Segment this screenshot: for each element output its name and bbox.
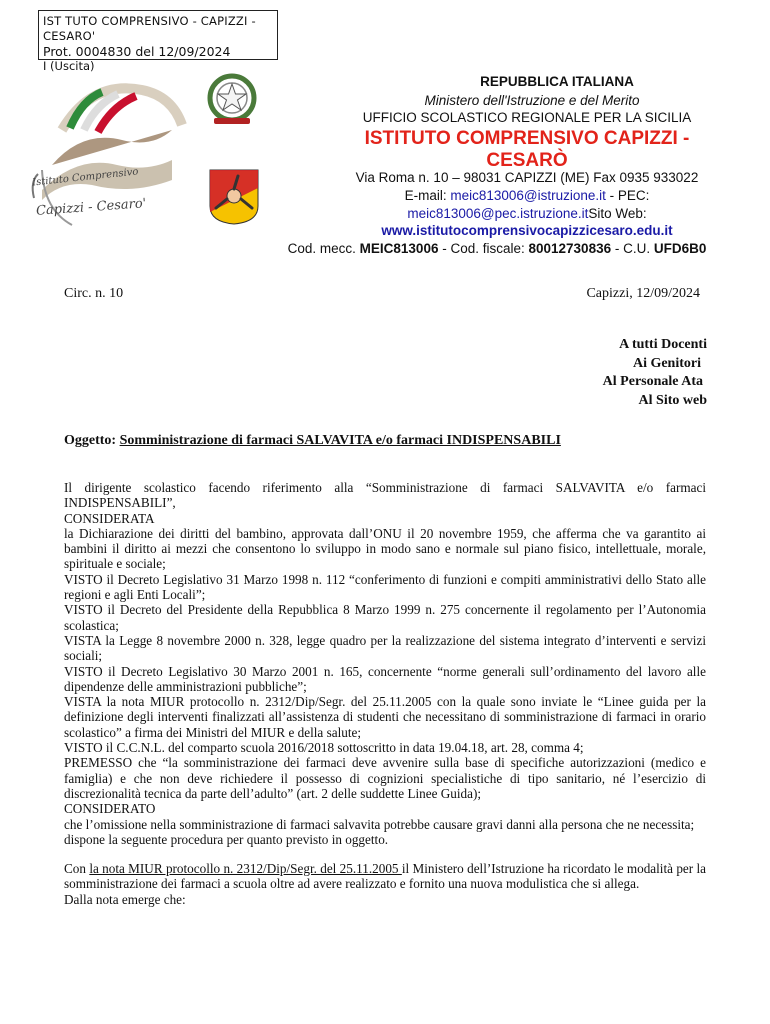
email-line [262,188,732,203]
institute-name-line-1: ISTITUTO COMPRENSIVO CAPIZZI - [364,128,690,149]
sicily-flag-icon [208,168,260,226]
body-paragraph: VISTO il Decreto del Presidente della Repubblica 8 Marzo 1999 n. 275 concernente il regolamento per l’Autonomia scolastica; [64,602,706,633]
body-paragraph: Il dirigente scolastico facendo riferimento alla “Somministrazione di farmaci SALVAVITA e/o farmaci INDISPENSABILI”, [64,480,706,511]
cod-mecc-value: MEIC813006 [359,241,439,256]
body-paragraph: che l’omissione nella somministrazione di farmaci salvavita potrebbe causare gravi danni alla persona che ne necessita; [64,816,695,832]
body-paragraph: dispone la seguente procedura per quanto previsto in oggetto. [64,831,389,847]
body-text: Con [64,861,90,877]
italian-emblem-icon [206,72,258,128]
recipient-item: A tutti Docenti [619,337,707,352]
subject-line [64,433,561,449]
body-paragraph: la Dichiarazione dei diritti del bambino, approvata dall’ONU il 20 novembre 1959, che afferma che va garantito ai bambini il diritto ai mezzi che consentono lo sviluppo in modo sano e normale sul piano fisico, intellettuale, morale, spirituale e sociale; [64,525,706,572]
pec-line [262,206,732,221]
protocol-stamp [38,10,278,73]
codes-line [262,241,732,256]
subject-text: Somministrazione di farmaci SALVAVITA e/o farmaci INDISPENSABILI [119,433,561,448]
stamp-direction: I (Uscita) [43,59,95,73]
stamp-protocol: Prot. 0004830 del 12/09/2024 [43,44,231,59]
body-paragraph: PREMESSO che “la somministrazione dei farmaci deve avvenire sulla base di specifiche autorizzazioni (medico e famiglia) e che non deve richiedere il possesso di cognizioni specialistiche di tipo sanitario, né l’esercizio di discrezionalità tecnica da parte dell’adulto” (art. 2 delle suddette Linee Guida); [64,755,706,801]
pec-link[interactable]: meic813006@pec.istruzione.it [407,206,589,221]
body-paragraph: Dalla nota emerge che: [64,891,186,907]
cu-label: - C.U. [611,241,654,256]
pec-label: - PEC: [605,188,650,203]
cu-value: UFD6B0 [653,241,707,256]
cod-fisc-label: - Cod. fiscale: [438,241,529,256]
institute-name [262,128,732,172]
body-paragraph: VISTA la nota MIUR protocollo n. 2312/Dip/Segr. del 25.11.2005 con la quale sono inviate le “Linee guida per la definizione degli interventi finalizzati all’assistenza di studenti che necessitano di somministrazione di farmaci in orario scolastico” a firma dei Ministri del MIUR e della salute; [64,694,706,740]
recipients-list [603,336,707,410]
document-body [64,480,706,907]
subject-label: Oggetto: [64,433,117,448]
body-paragraph: VISTO il Decreto Legislativo 30 Marzo 2001 n. 165, concernente “norme generali sull’ordinamento del lavoro alle dipendenze delle amministrazioni pubbliche”; [64,663,706,694]
body-paragraph: VISTO il C.C.N.L. del comparto scuola 2016/2018 sottoscritto in data 19.04.18, art. 28, comma 4; [64,740,584,756]
email-link[interactable]: meic813006@istruzione.it [450,188,606,203]
recipient-item: Al Sito web [638,392,707,408]
regional-office-heading: UFFICIO SCOLASTICO REGIONALE PER LA SICILIA [362,110,692,125]
school-logo-text-2: Capizzi - Cesaro' [35,196,147,219]
document-date: Capizzi, 12/09/2024 [586,286,700,301]
institute-name-line-2: CESARÒ [486,150,568,171]
institute-address: Via Roma n. 10 – 98031 CAPIZZI (ME) Fax 0935 933022 [355,170,699,185]
ministry-heading: Ministero dell'Istruzione e del Merito [424,93,640,108]
body-paragraph: VISTA la Legge 8 novembre 2000 n. 328, legge quadro per la realizzazione del sistema integrato d’interventi e servizi sociali; [64,632,706,664]
email-label: E-mail: [404,188,451,203]
school-logo [22,70,202,245]
republic-heading: REPUBBLICA ITALIANA [480,74,634,89]
cod-mecc-label: Cod. mecc. [287,241,360,256]
site-label: Sito Web: [588,206,647,221]
cod-fisc-value: 80012730836 [528,241,612,256]
body-paragraph: CONSIDERATA [64,510,155,526]
circular-number: Circ. n. 10 [64,286,124,301]
body-paragraph: CONSIDERATO [64,801,156,817]
body-paragraph [64,861,706,892]
stamp-institute: IST TUTO COMPRENSIVO - CAPIZZI - CESARO' [43,14,256,43]
school-logo-text-1: Istituto Comprensivo [31,166,139,189]
recipient-item: Al Personale Ata [602,374,703,389]
recipient-item: Ai Genitori [632,355,701,371]
body-paragraph: VISTO il Decreto Legislativo 31 Marzo 1998 n. 112 “conferimento di funzioni e compiti amministrativi dello Stato alle regioni e agli Enti Locali”; [64,571,706,603]
body-text: il Ministero dell’Istruzione ha ricordato le modalità per la somministrazione dei farmaci a scuola oltre ad avere realizzato e fornito una nuova modulistica che si allega. [64,861,706,892]
miur-note-reference: la nota MIUR protocollo n. 2312/Dip/Segr. del 25.11.2005 [89,861,402,877]
website-link[interactable]: www.istitutocomprensivocapizzicesaro.edu.it [381,223,673,238]
